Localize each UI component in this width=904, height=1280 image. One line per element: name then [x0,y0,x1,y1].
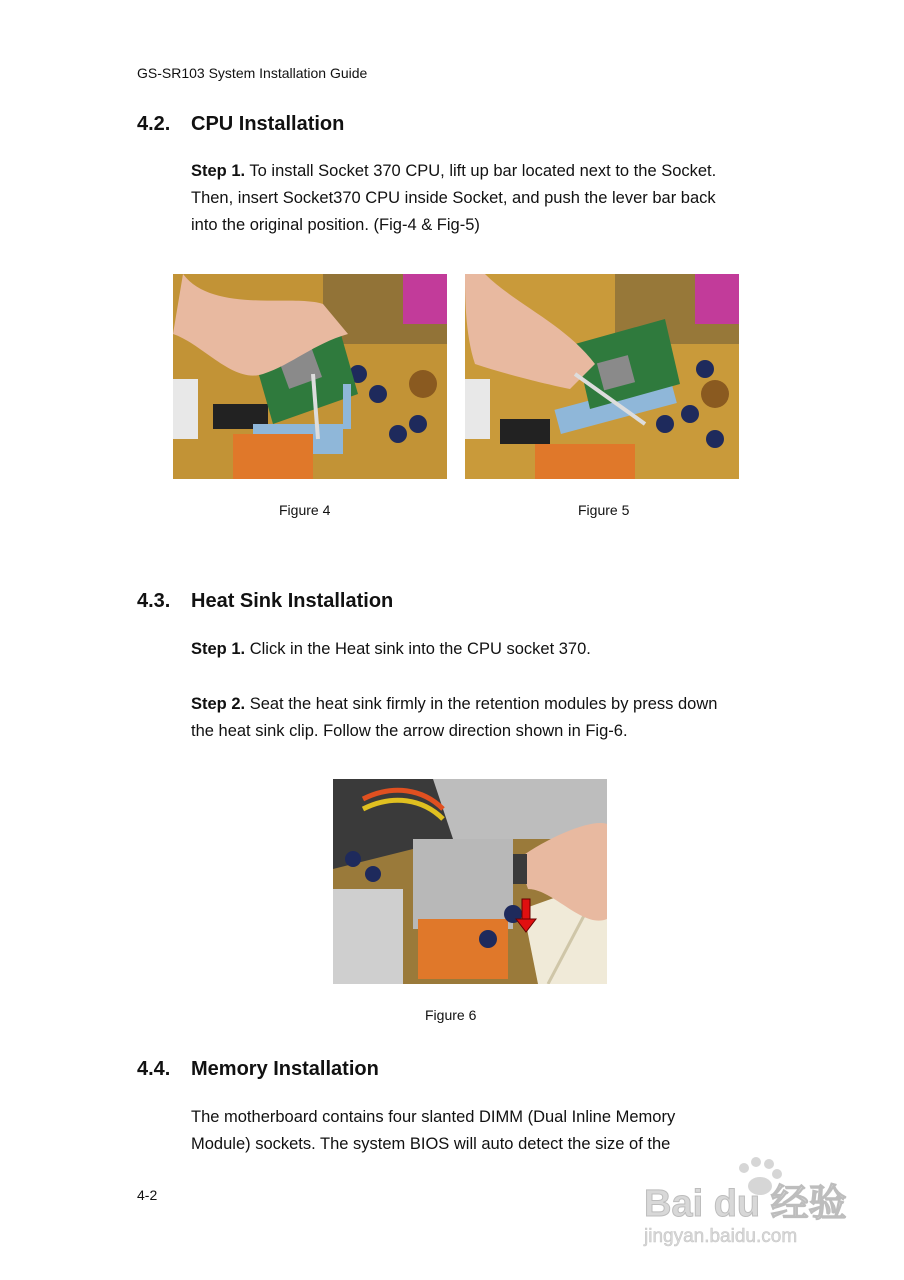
step-text-line: To install Socket 370 CPU, lift up bar located next to the Socket. [245,162,717,180]
section-title-heat-sink-installation: Heat Sink Installation [191,590,394,612]
running-header: GS-SR103 System Installation Guide [137,65,368,81]
step-label: Step 1. [191,162,246,180]
step-label: Step 2. [191,695,246,713]
cpu-step-1 [191,158,791,239]
figure-5-caption: Figure 5 [578,502,630,518]
figure-5-photo [465,274,739,479]
step-label: Step 1. [191,640,246,658]
heatsink-step-1 [191,636,791,663]
section-number-4-2: 4.2. [137,113,171,135]
heatsink-step-2 [191,691,791,745]
section-title-cpu-installation: CPU Installation [191,113,345,135]
section-number-4-4: 4.4. [137,1058,171,1080]
baidu-watermark [632,1150,862,1250]
paragraph-line: Module) sockets. The system BIOS will auto detect the size of the [191,1135,671,1153]
figure-4-caption: Figure 4 [279,502,331,518]
step-text-line: Click in the Heat sink into the CPU socket 370. [245,640,591,658]
page-number: 4-2 [137,1187,158,1203]
step-text-line: the heat sink clip. Follow the arrow direction shown in Fig-6. [191,722,628,740]
section-title-memory-installation: Memory Installation [191,1058,379,1080]
step-text-line: Seat the heat sink firmly in the retention modules by press down [245,695,718,713]
step-text-line: into the original position. (Fig-4 & Fig-5) [191,216,480,234]
step-text-line: Then, insert Socket370 CPU inside Socket, and push the lever bar back [191,189,716,207]
figure-4-photo [173,274,447,479]
watermark-url: jingyan.baidu.com [644,1226,798,1247]
section-number-4-3: 4.3. [137,590,171,612]
figure-6-caption: Figure 6 [425,1007,477,1023]
watermark-brand: Bai du 经验 [644,1183,847,1225]
paragraph-line: The motherboard contains four slanted DIMM (Dual Inline Memory [191,1108,676,1126]
figure-6-photo [333,779,607,984]
